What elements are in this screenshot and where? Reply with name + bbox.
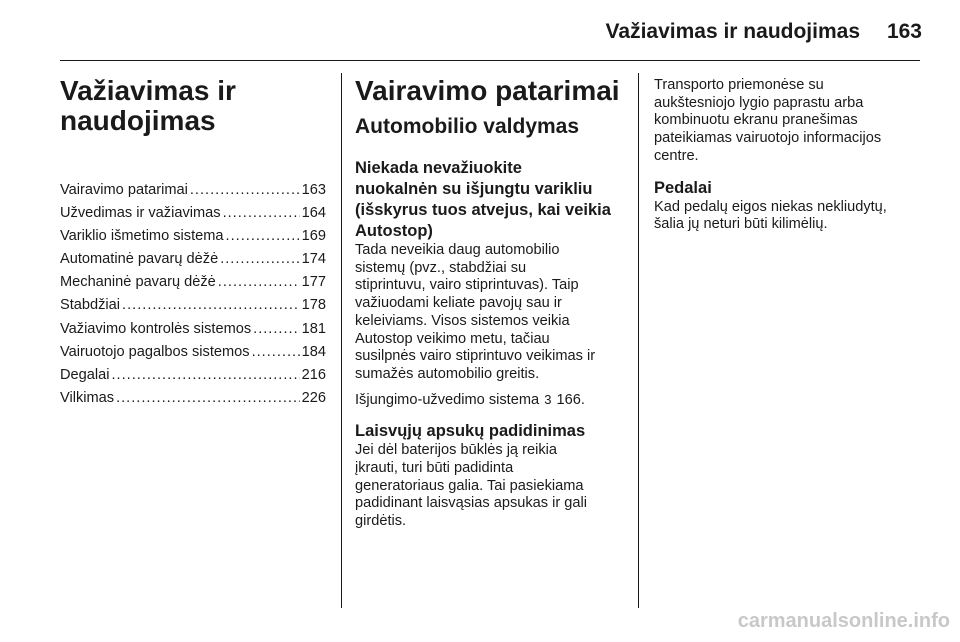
toc-leader [223,202,300,225]
section-column [355,76,625,531]
body-line: Tada neveikia daug automobilio [355,242,560,258]
toc-item-page: 174 [301,251,326,268]
body-line: girdėtis. [355,513,407,530]
toc-item-title: Užvedimas ir važiavimas [60,205,221,222]
body-line: centre. [654,147,699,164]
toc-leader [252,341,300,364]
toc-item-title: Vilkimas [60,389,115,406]
body-line: Jei dėl baterijos būklės ją reikia [355,442,557,459]
toc-item-page: 177 [301,274,326,291]
body-line: aukštesniojo lygio paprastu arba [654,94,864,111]
toc-item-ismetimo-sistema[interactable] [60,225,326,248]
body-line: sistemų (pvz., stabdžiai su [355,259,527,276]
toc-item-uzvedimas[interactable] [60,202,326,225]
body-line: kombinuotu ekranu pranešimas [654,112,858,129]
header-title: Važiavimas ir naudojimas [605,20,860,43]
section-subtitle: Automobilio valdymas [355,115,580,138]
toc-item-title: Automatinė pavarų dėžė [60,251,219,268]
toc-item-vaziavimo-kontroles[interactable] [60,318,326,341]
body-line: važiuodami keliate pavojų sau ir [355,295,562,312]
chapter-title-line: Važiavimas ir [60,75,236,106]
body-line: šalia jų neturi būti kilimėlių. [654,216,828,233]
header-rule [60,60,920,61]
toc-item-title: Stabdžiai [60,297,121,314]
toc-item-page: 163 [301,182,326,198]
toc-item-title: Vairuotojo pagalbos sistemos [60,343,250,360]
toc-item-title: Degalai [60,366,110,383]
toc-item-vilkimas[interactable] [60,387,326,410]
toc-leader [112,364,300,387]
toc-item-stabdziai[interactable] [60,294,326,317]
toc-item-page: 216 [301,366,326,383]
toc-item-page: 184 [301,343,326,360]
continuation-column [654,77,924,234]
body-line: Autostop veikimo metu, tačiau [355,330,550,347]
topic-body-coasting [355,242,625,384]
heading-line: nuokalnėn su išjungtu varikliu [355,180,593,198]
topic-body-pedals [654,199,924,234]
toc-leader [190,179,300,202]
body-line: Kad pedalų eigos niekas nekliudytų, [654,198,887,215]
toc-item-page: 226 [301,389,326,406]
toc-leader [122,294,300,317]
body-line: susilpnės vairo stiprintuvo veikimas ir [355,348,596,365]
toc-item-page: 178 [301,297,326,314]
column-divider-left [341,73,342,608]
heading-line: Autostop) [355,222,433,240]
continuation-paragraph [654,77,924,166]
body-line: Transporto priemonėse su [654,77,824,93]
reference-text: Išjungimo-užvedimo sistema [355,391,540,408]
toc-item-page: 164 [301,205,326,222]
body-line: keleiviams. Visos sistemos veikia [355,312,570,329]
column-divider-right [638,73,639,608]
section-title: Vairavimo patarimai [355,75,620,106]
chapter-title [60,76,326,136]
body-line: generatoriaus galia. Tai pasiekiama [355,477,584,494]
cross-reference[interactable] [355,391,625,410]
toc-leader [116,387,300,410]
toc-leader [226,225,300,248]
chapter-column [60,76,326,410]
body-line: pateikiamas vairuotojo informacijos [654,130,882,147]
reference-page[interactable]: 166. [556,391,585,408]
toc-item-title: Vairavimo patarimai [60,182,188,198]
heading-line: Niekada nevažiuokite [355,159,522,177]
table-of-contents [60,179,326,410]
toc-item-title: Važiavimo kontrolės sistemos [60,320,252,337]
body-line: stiprintuvu, vairo stiprintuvas). Taip [355,277,579,294]
toc-item-title: Mechaninė pavarų dėžė [60,274,216,291]
body-line: padidinant laisvąsias apsukas ir gali [355,495,588,512]
page-reference-icon: 3 [544,391,552,407]
topic-body-idle-speed [355,442,625,531]
watermark: carmanualsonline.info [737,610,950,632]
toc-leader [220,248,299,271]
topic-heading-pedals: Pedalai [654,178,712,197]
topic-heading-idle-speed: Laisvųjų apsukų padidinimas [355,422,586,441]
toc-leader [218,271,300,294]
toc-item-automatine-pavaru-deze[interactable] [60,248,326,271]
toc-item-title: Variklio išmetimo sistema [60,228,224,245]
toc-item-vairuotojo-pagalbos[interactable] [60,341,326,364]
topic-heading-coasting [355,158,625,242]
chapter-title-line: naudojimas [60,105,216,136]
toc-leader [253,318,300,341]
toc-item-mechanine-pavaru-deze[interactable] [60,271,326,294]
heading-line: (išskyrus tuos atvejus, kai veikia [355,201,611,219]
toc-item-degalai[interactable] [60,364,326,387]
body-line: įkrauti, turi būti padidinta [355,460,514,477]
body-line: sumažės automobilio greitis. [355,365,540,382]
toc-item-page: 169 [301,228,326,245]
toc-item-vairavimo-patarimai[interactable] [60,179,326,202]
toc-item-page: 181 [301,320,326,337]
page-number: 163 [886,20,922,43]
